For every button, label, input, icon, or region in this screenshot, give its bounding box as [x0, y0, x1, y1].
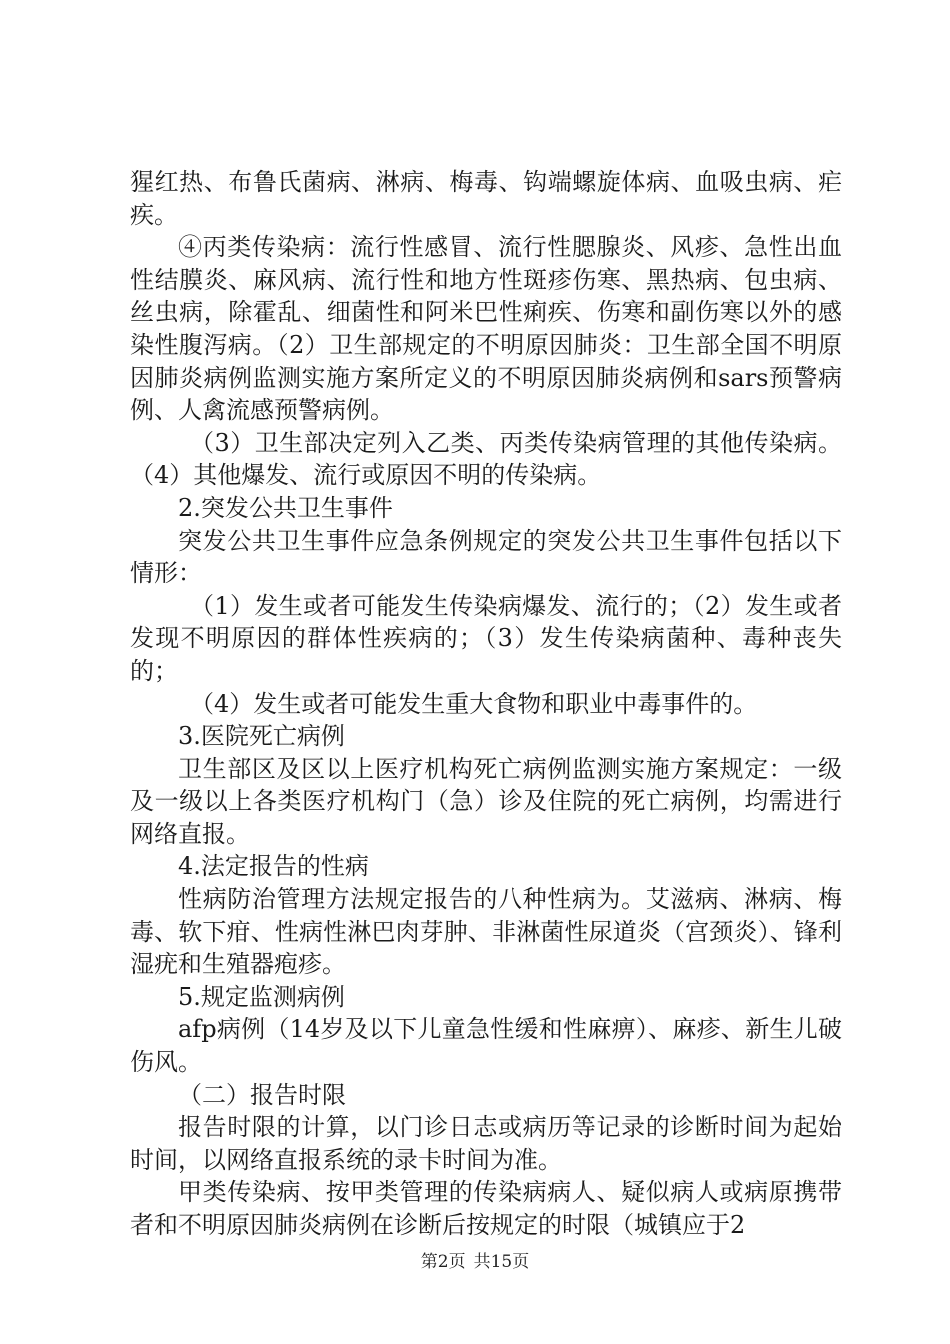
paragraph-13: afp病例（14岁及以下儿童急性缓和性麻痹）、麻疹、新生儿破伤风。 [130, 1015, 842, 1077]
section-heading-2: 2.突发公共卫生事件 [178, 493, 393, 522]
document-body [130, 166, 842, 1242]
page-number: 第2页 [420, 1252, 466, 1272]
section-heading-3: 3.医院死亡病例 [178, 722, 345, 751]
paragraph-1: 猩红热、布鲁氏菌病、淋病、梅毒、钩端螺旋体病、血吸虫病、疟疾。 [130, 168, 842, 229]
paragraph-9: 卫生部区及区以上医疗机构死亡病例监测实施方案规定：一级及一级以上各类医疗机构门（急）诊及住院的死亡病例，均需进行网络直报。 [130, 754, 842, 848]
paragraph-7: （4）发生或者可能发生重大食物和职业中毒事件的。 [190, 689, 758, 718]
paragraph-15: 报告时限的计算，以门诊日志或病历等记录的诊断时间为起始时间，以网络直报系统的录卡时间为准。 [130, 1113, 842, 1174]
paragraph-3: （3）卫生部决定列入乙类、丙类传染病管理的其他传染病。（4）其他爆发、流行或原因不明的传染病。 [130, 428, 842, 490]
paragraph-6: （1）发生或者可能发生传染病爆发、流行的；（2）发生或者发现不明原因的群体性疾病的；（3）发生传染病菌种、毒种丧失的； [130, 591, 842, 685]
paragraph-16: 甲类传染病、按甲类管理的传染病病人、疑似病人或病原携带者和不明原因肺炎病例在诊断后按规定的时限（城镇应于2 [130, 1178, 842, 1239]
paragraph-5: 突发公共卫生事件应急条例规定的突发公共卫生事件包括以下情形： [130, 526, 842, 588]
subsection-heading-report-time: （二）报告时限 [178, 1080, 346, 1109]
section-heading-5: 5.规定监测病例 [178, 982, 345, 1011]
page-total: 共15页 [473, 1252, 530, 1272]
paragraph-11: 性病防治管理方法规定报告的八种性病为。艾滋病、淋病、梅毒、软下疳、性病性淋巴肉芽肿、非淋菌性尿道炎（宫颈炎）、锋利湿疣和生殖器疱疹。 [130, 885, 842, 979]
page-footer [0, 1251, 950, 1273]
section-heading-4: 4.法定报告的性病 [178, 852, 369, 881]
paragraph-2: ④丙类传染病：流行性感冒、流行性腮腺炎、风疹、急性出血性结膜炎、麻风病、流行性和地方性斑疹伤寒、黑热病、包虫病、丝虫病，除霍乱、细菌性和阿米巴性痢疾、伤寒和副伤寒以外的感染性腹泻病。（2）卫生部规定的不明原因肺炎：卫生部全国不明原因肺炎病例监测实施方案所定义的不明原因肺炎病例和sars预警病例、人禽流感预警病例。 [130, 233, 842, 425]
